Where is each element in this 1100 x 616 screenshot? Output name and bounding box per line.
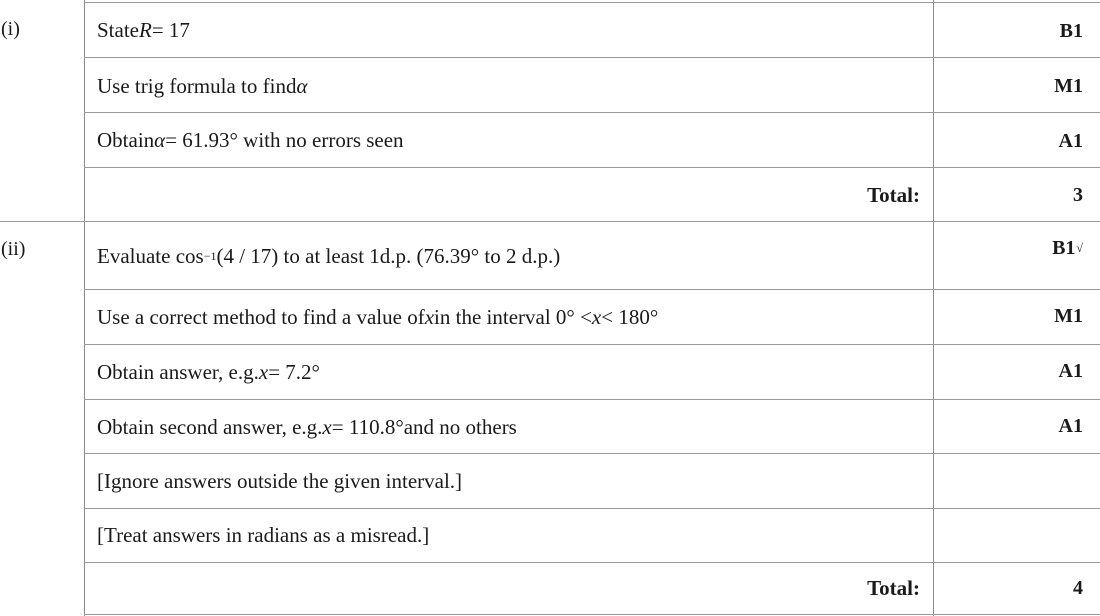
column-divider-part (84, 0, 85, 616)
variable-x: x (322, 414, 332, 439)
criterion-first-answer (97, 357, 320, 387)
total-label-ii: Total: (867, 575, 920, 600)
row-divider (84, 562, 1100, 563)
criterion-text: Use a correct method to find a value of (97, 304, 425, 329)
total-label-i: Total: (867, 182, 920, 207)
mark-b1-follow-through (935, 233, 1083, 263)
note-ignore-outside-interval: [Ignore answers outside the given interval.] (97, 468, 463, 493)
follow-through-tick-icon: √ (1076, 240, 1083, 255)
criterion-text: = 7.2° (268, 359, 320, 384)
total-value-i: 3 (1073, 183, 1083, 206)
variable-alpha: α (154, 127, 166, 152)
row-divider (84, 614, 1100, 615)
variable-alpha: α (296, 73, 308, 98)
criterion-text: Evaluate cos (97, 243, 204, 268)
row-divider (84, 167, 1100, 168)
criterion-evaluate-cos (97, 241, 560, 271)
criterion-text: < 180° (601, 304, 659, 329)
variable-x: x (258, 359, 269, 384)
mark-a1: A1 (1058, 414, 1083, 437)
criterion-text: in the interval 0° < (434, 304, 592, 329)
criterion-second-answer (97, 412, 517, 442)
variable-x: x (424, 304, 435, 329)
criterion-correct-method (97, 302, 658, 332)
row-divider (84, 289, 1100, 290)
mark-b1: B1 (1059, 19, 1083, 42)
criterion-obtain-alpha (97, 125, 404, 155)
criterion-text: State (97, 17, 139, 42)
criterion-text: = 17 (151, 17, 190, 42)
row-divider (84, 344, 1100, 345)
criterion-text: Obtain second answer, e.g. (97, 414, 323, 439)
criterion-text: = 110.8°and no others (331, 414, 517, 439)
row-divider (84, 2, 1100, 3)
mark-a1: A1 (1058, 359, 1083, 382)
section-divider (0, 221, 1100, 222)
criterion-text: Obtain answer, e.g. (97, 359, 259, 384)
row-divider (84, 57, 1100, 58)
row-divider (84, 453, 1100, 454)
criterion-text: = 61.93° with no errors seen (165, 127, 404, 152)
part-label-i: (i) (1, 17, 20, 40)
variable-r: R (139, 17, 152, 42)
criterion-text: (4 / 17) to at least 1d.p. (76.39° to 2 d.p.) (216, 243, 561, 268)
part-label-ii: (ii) (1, 237, 26, 260)
row-divider (84, 112, 1100, 113)
column-divider-mark (933, 0, 934, 616)
mark-m1: M1 (1054, 74, 1083, 97)
criterion-text: Obtain (97, 127, 155, 152)
criterion-trig-formula (97, 71, 308, 101)
mark-m1: M1 (1054, 304, 1083, 327)
criterion-state-r (97, 15, 190, 45)
total-value-ii: 4 (1073, 576, 1083, 599)
mark-code: B1 (1052, 236, 1076, 259)
row-divider (84, 508, 1100, 509)
variable-x: x (591, 304, 602, 329)
note-radians-misread: [Treat answers in radians as a misread.] (97, 522, 430, 547)
mark-a1: A1 (1058, 129, 1083, 152)
criterion-text: Use trig formula to find (97, 73, 297, 98)
inverse-superscript: −1 (203, 248, 217, 263)
row-divider (84, 399, 1100, 400)
